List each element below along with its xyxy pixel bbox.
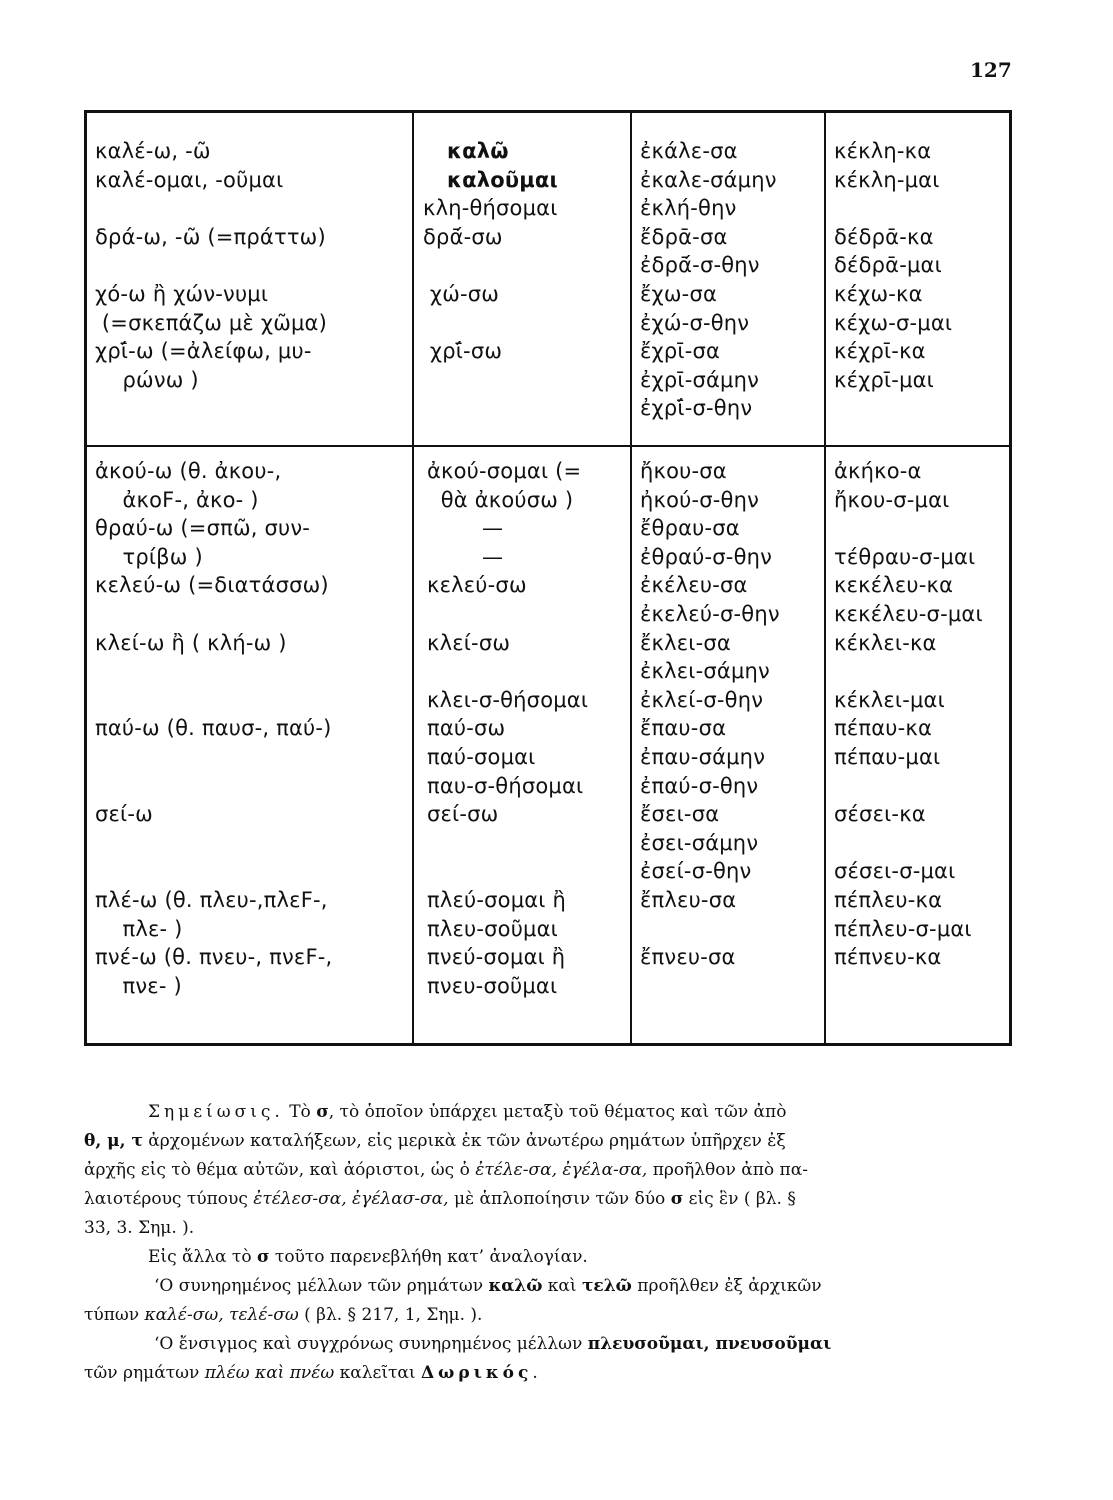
note-line: ‘Ο ἔνσιγμος καὶ συγχρόνως συνηρημένος μέλλων πλευσοῦμαι, πνευσοῦμαι (154, 1334, 832, 1354)
note-line: τῶν ρημάτων πλέω καὶ πνέω καλεῖται Δωρικός. (84, 1363, 538, 1383)
note-line: τύπων καλέ-σω, τελέ-σω ( βλ. § 217, 1, Σημ. ). (84, 1305, 483, 1325)
verb-table (84, 110, 1012, 1046)
column-divider (630, 113, 632, 1043)
column-divider (824, 113, 826, 1043)
future-col-section2: ἀκού-σομαι (= θὰ ἀκούσω ) — — κελεύ-σω κλεί-σω κλει-σ-θήσομαι παύ-σω παύ-σομαι παυ-σ-θήσομαι σεί-σω πλεύ-σομαι ἢ πλευ-σοῦμαι πνεύ-σομαι ἢ πνευ-σοῦμαι (427, 459, 589, 998)
column-divider (412, 113, 414, 1043)
future-col-section1: κλη-θήσομαι δρᾱ́-σω χώ-σω χρῑ́-σω (423, 196, 558, 363)
note-line: ‘Ο συνηρημένος μέλλων τῶν ρημάτων καλῶ καὶ τελῶ προῆλθεν ἐξ ἀρχικῶν (154, 1276, 822, 1296)
future-contract-bold: καλῶ καλοῦμαι (447, 139, 558, 192)
perfect-col-section1: κέκλη-κα κέκλη-μαι δέδρᾱ-κα δέδρᾱ-μαι κέχω-κα κέχω-σ-μαι κέχρῑ-κα κέχρῑ-μαι (834, 139, 953, 392)
note-line: ἀρχῆς εἰς τὸ θέμα αὐτῶν, καὶ ἀόριστοι, ὡς ὁ ἐτέλε-σα, ἐγέλα-σα, προῆλθον ἀπὸ πα- (84, 1160, 808, 1180)
present-col-section1: καλέ-ω, -ῶ καλέ-ομαι, -οῦμαι δρά-ω, -ῶ (=πράττω) χό-ω ἢ χών-νυμι (=σκεπάζω μὲ χῶμα) χρῑ́-ω (=ἀλείφω, μυ- ρώνω ) (95, 139, 327, 392)
aorist-col-section2: ἤκου-σα ἠκού-σ-θην ἔθραυ-σα ἐθραύ-σ-θην ἐκέλευ-σα ἐκελεύ-σ-θην ἔκλει-σα ἐκλει-σάμην ἐκλεί-σ-θην ἔπαυ-σα ἐπαυ-σάμην ἐπαύ-σ-θην ἔσει-σα ἐσει-σάμην ἐσεί-σ-θην ἔπλευ-σα ἔπνευ-σα (640, 459, 780, 970)
note-line: λαιοτέρους τύπους ἐτέλεσ-σα, ἐγέλασ-σα, μὲ ἁπλοποίησιν τῶν δύο σ εἰς ἓν ( βλ. § (84, 1189, 796, 1209)
note-line: 33, 3. Σημ. ). (84, 1218, 195, 1238)
aorist-col-section1: ἐκάλε-σα ἐκαλε-σάμην ἐκλή-θην ἔδρᾱ-σα ἐδρᾱ́-σ-θην ἔχω-σα ἐχώ-σ-θην ἔχρῑ-σα ἐχρῑ-σάμην ἐχρῑ́-σ-θην (640, 139, 777, 421)
note-line: Σημείωσις. Τὸ σ, τὸ ὁποῖον ὑπάρχει μεταξὺ τοῦ θέματος καὶ τῶν ἀπὸ (148, 1102, 787, 1122)
perfect-col-section2: ἀκήκο-α ἤκου-σ-μαι τέθραυ-σ-μαι κεκέλευ-κα κεκέλευ-σ-μαι κέκλει-κα κέκλει-μαι πέπαυ-κα πέπαυ-μαι σέσει-κα σέσει-σ-μαι πέπλευ-κα πέπλευ-σ-μαι πέπνευ-κα (834, 459, 983, 970)
note-heading: Σημείωσις. (148, 1102, 284, 1122)
note-line: Εἰς ἄλλα τὸ σ τοῦτο παρενεβλήθη κατ’ ἀναλογίαν. (148, 1247, 588, 1267)
section-divider (87, 445, 1009, 447)
page-number: 127 (970, 58, 1012, 82)
present-col-section2: ἀκού-ω (θ. ἀκου-, ἀκοF-, ἀκο- ) θραύ-ω (=σπῶ, συν- τρίβω ) κελεύ-ω (=διατάσσω) κλεί-ω ἢ ( κλή-ω ) παύ-ω (θ. παυσ-, παύ-) σεί-ω πλέ-ω (θ. πλευ-,πλεF-, πλε- ) πνέ-ω (θ. πνευ-, πνεF-, πνε- ) (95, 459, 333, 998)
note-line: θ, μ, τ ἀρχομένων καταλήξεων, εἰς μερικὰ ἐκ τῶν ἀνωτέρω ρημάτων ὑπῆρχεν ἐξ (84, 1131, 786, 1151)
notes-paragraph (84, 1098, 1018, 1388)
